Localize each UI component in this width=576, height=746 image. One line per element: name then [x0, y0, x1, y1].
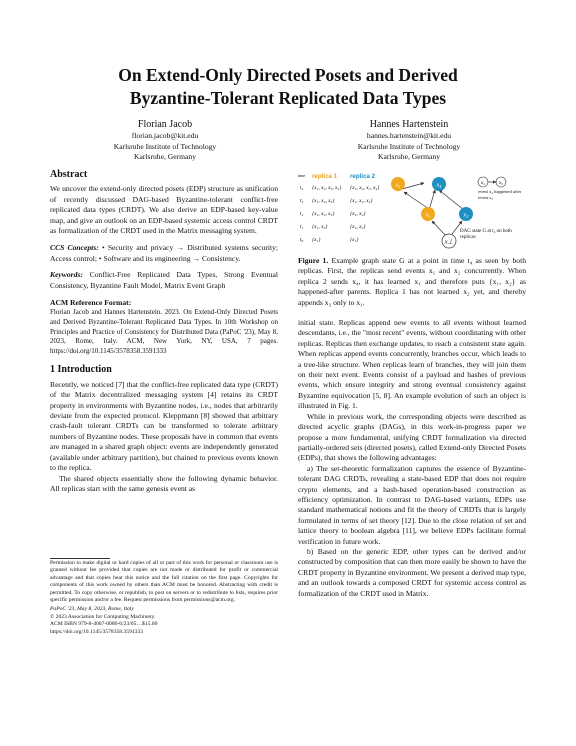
footnote-isbn: ACM ISBN 979-8-4007-0086-6/23/05…$15.00: [50, 621, 158, 628]
author-email: hannes.hartenstein@kit.edu: [366, 131, 452, 140]
author-affiliation: Karlsruhe Institute of Technology: [357, 141, 461, 151]
ccs-label: CCS Concepts:: [50, 243, 99, 253]
r2-state-t2: {x₁, x₂}: [350, 211, 366, 217]
figure-caption: [298, 256, 526, 308]
abstract-heading: Abstract: [50, 169, 88, 180]
svg-text:x₃: x₃: [395, 181, 401, 189]
r2-state-t4: {x₁, x₂, x₃, x₄}: [350, 185, 380, 191]
r1-state-t0: {x₁}: [312, 237, 321, 243]
keywords-text: Conflict-Free Replicated Data Types, Strong Eventual Consistency, Byzantine Fault Model, Matrix Event Graph: [50, 270, 278, 290]
r2-state-t0: {x₁}: [350, 237, 359, 243]
r1-state-t2: {x₁, x₂, x₃}: [312, 211, 335, 217]
edge-x3-x4: [402, 183, 424, 189]
keywords-label: Keywords:: [50, 270, 83, 280]
title-line-2: Byzantine-Tolerant Replicated Data Types: [129, 88, 447, 108]
ccs-text: • Security and privacy → Distributed systems security; Access control; • Software and its engineering → Consistency.: [50, 243, 278, 263]
r1-state-t4: {x₁, x₂, x₃, x₄}: [312, 185, 342, 191]
author-location: Karlsruhe, Germany: [134, 152, 196, 162]
keywords: [50, 270, 278, 291]
r1-state-t3: {x₁, x₂, x₃}: [312, 198, 335, 204]
right-paragraph-1: initial state. Replicas append new events to all events without learned descendants, i.e., the "most recent" events, without coordinating with other replicas. Replicas then exchange updates, to reach a consistent state again. When replicas append events concurrently, branches occur, which leads to a tree-like structure. When replicas learn of branches, they will join them on their next event. Events consist of a payload and hashes of previous events, which ensure integrity and strong eventual consistency against Byzantine equivocation [5, 8]. An example evolution of such an object is illustrated in Fig. 1.: [298, 318, 526, 411]
author-block-2: [304, 119, 514, 163]
replica1-label: replica 1: [312, 173, 338, 180]
right-paragraph-2: While in previous work, the corresponding objects were described as directed acyclic graphs (DAGs), in this work-in-progress paper we propose a more fundamental, unifying CRDT formalization via directed partially-ordered sets (directed posets), called Extend-only Directed Posets (EDPs), that shows the following advantages:: [298, 411, 526, 463]
footnote-conference: PaPoC '23, May 8, 2023, Rome, Italy: [50, 606, 134, 613]
author-name: Florian Jacob: [137, 119, 193, 130]
edge-x1-x4: [429, 190, 435, 210]
intro-paragraph-1: Recently, we noticed [7] that the conflict-free replicated data type (CRDT) of the Matrix decentralized messaging system [4] retains its CRDT property in environments with Byzantine nodes, i.e., nodes that arbitrarily deviate from the expected protocol. Kleppmann [8] showed that arbitrary crash-fault tolerant CRDTs can be transformed to tolerate arbitrary numbers of Byzantine nodes. These proposals have in common that events are managed in a shared graph object: events are independently generated (available under arbitrary partition), but chained to previous events known to the replica.: [50, 379, 278, 473]
svg-text:x₃: x₃: [499, 181, 503, 186]
svg-text:x₁: x₁: [425, 211, 431, 219]
svg-text:x₄: x₄: [436, 181, 442, 189]
acm-ref-text: Florian Jacob and Hannes Hartenstein. 2023. On Extend-Only Directed Posets and Derived Byzantine-Tolerant Replicated Data Types. In 10th Workshop on Principles and Practice of Consistency for Distributed Data (PaPoC '23), May 8, 2023, Rome, Italy. ACM, New York, NY, USA, 7 pages. https://doi.org/10.1145/3578358.3591333: [50, 308, 278, 355]
author-block-1: [60, 119, 270, 163]
author-name: Hannes Hartenstein: [369, 119, 449, 130]
intro-heading: 1 Introduction: [50, 364, 112, 376]
time-t2: t₂: [300, 211, 304, 217]
svg-text:x₄: x₄: [481, 181, 485, 186]
footnote: [50, 560, 278, 636]
author-email: florian.jacob@kit.edu: [131, 131, 199, 140]
caption-label: Figure 1.: [298, 256, 329, 265]
author-location: Karlsruhe, Germany: [378, 152, 440, 162]
footnote-doi: https://doi.org/10.1145/3578358.3591333: [50, 628, 144, 635]
right-paragraph-4: b) Based on the generic EDP, other types can be derived and/or constructed by composition that can then more easily be shown to have the CRDT property in Byzantine environment. We present a derived map type, and an outlook towards a composed CRDT for systemic access control as formalization of the CRDT used in Matrix.: [298, 546, 526, 598]
right-column: [298, 256, 526, 599]
r2-state-t3: {x₁, x₂, x₄}: [350, 198, 373, 204]
footnote-copyright: © 2023 Association for Computing Machinery.: [50, 613, 156, 620]
footnote-rule: [50, 558, 110, 559]
edge-xbot-x1: [432, 221, 446, 236]
caption-text: Example graph state G at a point in time t₄ as seen by both replicas. First, the replicas send events x₁ and x₂ concurrently. When replica 2 sends x₄, it has learned x₁ and therefore puts {x₁, x₂} as happened-after parents. Replica 1 has not learned x₂ yet, and thereby appends x₃ only to x₁.: [298, 256, 526, 307]
paper-title: [0, 64, 576, 110]
legend-note: event x₄ happened after event x₃: [478, 189, 522, 200]
author-affiliation: Karlsruhe Institute of Technology: [113, 141, 217, 151]
time-label: time: [298, 173, 306, 178]
right-paragraph-3: a) The set-theoretic formalization captures the essence of Byzantine-tolerant DAG CRDTs, revealing a state-based EDP that does not require crypto elements, and a hash-based operation-based construction as efficiency optimization. In contrast to DAG-based variants, EDPs use standard mathematical notions and fit the theory of CRDTs that is largely formulated in terms of set theory [12]. Due to the close relation of set and lattice theory to boolean algebra [11], we believe EDPs facilitate formal verification in future work.: [298, 463, 526, 546]
time-t1: t₁: [300, 224, 304, 230]
edge-x1-x3: [404, 192, 429, 209]
acm-ref-heading: ACM Reference Format:: [50, 298, 132, 308]
edge-x2-x4: [439, 190, 464, 210]
ccs-concepts: [50, 243, 278, 264]
svg-text:x₂: x₂: [463, 211, 469, 219]
left-column: [50, 170, 278, 494]
time-t3: t₃: [300, 198, 304, 204]
figure-1: [296, 170, 528, 250]
svg-text:x⊥: x⊥: [444, 238, 454, 246]
time-t4: t₄: [300, 185, 304, 191]
r2-state-t1: {x₁, x₂}: [350, 224, 366, 230]
time-t0: t₀: [300, 237, 304, 243]
title-line-1: On Extend-Only Directed Posets and Derived: [118, 65, 458, 85]
footnote-permission: Permission to make digital or hard copies of all or part of this work for personal or classroom use is granted without fee provided that copies are not made or distributed for profit or commercial advantage and that copies bear this notice and the full citation on the first page. Copyrights for components of this work owned by others than ACM must be honored. Abstracting with credit is permitted. To copy otherwise, or republish, to post on servers or to redistribute to lists, requires prior specific permission and/or a fee. Request permissions from permissions@acm.org.: [50, 560, 278, 604]
replica2-label: replica 2: [350, 173, 376, 180]
abstract-text: We uncover the extend-only directed posets (EDP) structure as unification of recently discussed DAG-based Byzantine-tolerant conflict-free replicated data types (CRDT). We also derive an EDP-based key-value map, and give an outlook on an EDP-based systemic access control CRDT as formalization of the CRDT used in the Matrix messaging system.: [50, 184, 278, 236]
r1-state-t1: {x₁, x₃}: [312, 224, 328, 230]
intro-paragraph-2: The shared objects essentially show the following dynamic behavior. All replicas start with the same genesis event as: [50, 473, 278, 493]
dag-note: DAG state G at t₄ on both replicas: [460, 229, 512, 240]
